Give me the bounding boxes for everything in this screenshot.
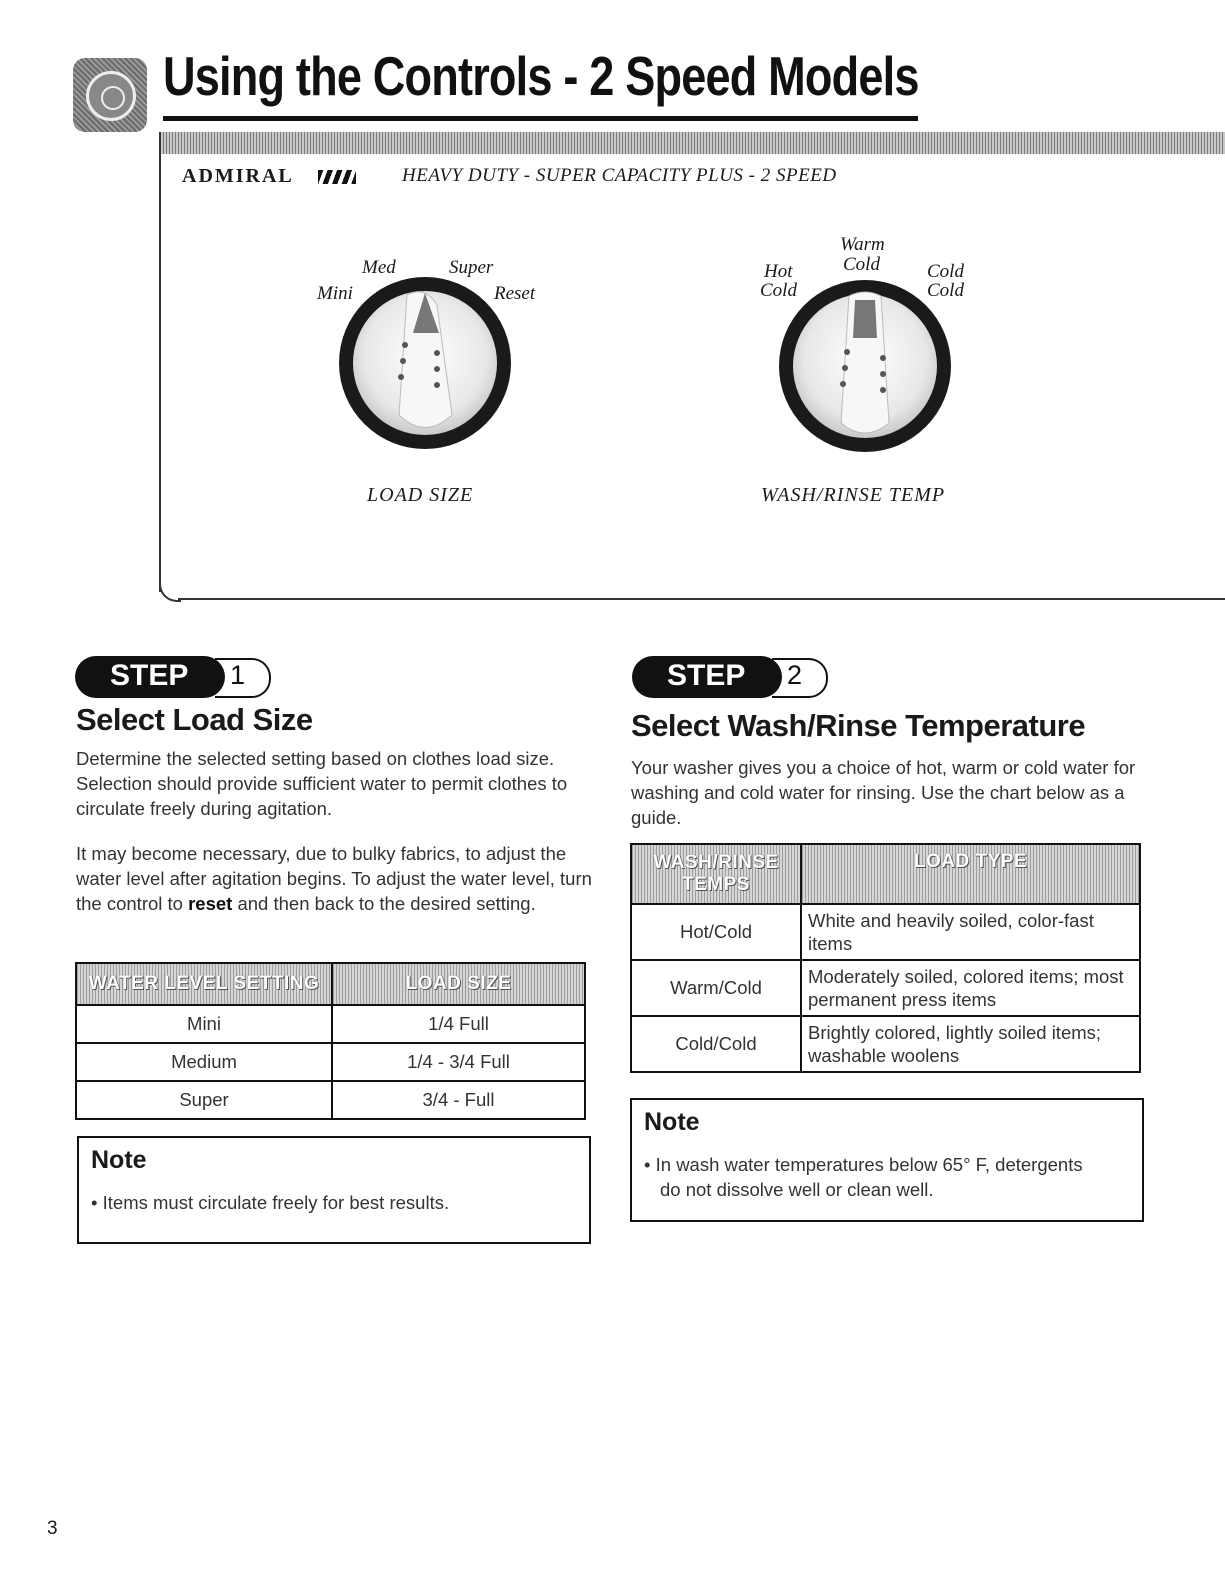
note-title: Note xyxy=(91,1146,147,1174)
note-text: • Items must circulate freely for best results. xyxy=(91,1192,450,1213)
page-title: Using the Controls - 2 Speed Models xyxy=(163,45,919,107)
dial-label-reset: Reset xyxy=(494,283,536,304)
table-cell: Medium xyxy=(76,1043,332,1081)
load-size-dial[interactable] xyxy=(337,275,513,451)
table-cell: Mini xyxy=(76,1005,332,1043)
panel-frame-bottom xyxy=(178,598,1225,600)
step-2-note xyxy=(630,1098,1144,1222)
panel-top-band xyxy=(160,132,1225,154)
dial-label-hot-cold: Cold xyxy=(760,280,797,301)
table-cell: 1/4 Full xyxy=(332,1005,585,1043)
table-cell: Super xyxy=(76,1081,332,1119)
table-cell: Moderately soiled, colored items; most permanent press items xyxy=(801,960,1140,1016)
model-name: HEAVY DUTY - SUPER CAPACITY PLUS - 2 SPEED xyxy=(402,165,837,186)
dial-label-med: Med xyxy=(362,257,396,278)
table-header: LOAD TYPE xyxy=(801,844,1140,904)
table-cell: 1/4 - 3/4 Full xyxy=(332,1043,585,1081)
reset-keyword: reset xyxy=(188,893,233,914)
controls-section-icon xyxy=(73,58,147,132)
wash-rinse-temp-dial[interactable] xyxy=(777,278,953,454)
table-row xyxy=(76,1005,585,1043)
brand-logo-mark xyxy=(318,170,356,184)
table-row xyxy=(631,960,1140,1016)
table-row xyxy=(631,1016,1140,1072)
table-row xyxy=(76,1043,585,1081)
table-row xyxy=(76,1081,585,1119)
brand-logo-text: ADMIRAL xyxy=(182,165,294,187)
table-cell: Hot/Cold xyxy=(631,904,801,960)
table-row xyxy=(631,904,1140,960)
table-header: WATER LEVEL SETTING xyxy=(76,963,332,1005)
table-cell: Brightly colored, lightly soiled items; washable woolens xyxy=(801,1016,1140,1072)
title-underline xyxy=(163,116,918,121)
table-cell: Cold/Cold xyxy=(631,1016,801,1072)
table-header: WASH/RINSE TEMPS xyxy=(631,844,801,904)
table-cell: Warm/Cold xyxy=(631,960,801,1016)
table-header: LOAD SIZE xyxy=(332,963,585,1005)
dial-label-mini: Mini xyxy=(317,283,353,304)
table-cell: White and heavily soiled, color-fast items xyxy=(801,904,1140,960)
dial-label-warm-cold: Cold xyxy=(843,254,880,275)
wash-rinse-table xyxy=(630,843,1141,1073)
step-1-reset-instructions: It may become necessary, due to bulky fabrics, to adjust the water level after agitation begins. To adjust the water level, turn the control to reset and then back to the desired setting. xyxy=(76,843,592,914)
dial-label-super: Super xyxy=(449,257,494,278)
page-number: 3 xyxy=(47,1518,58,1539)
load-size-caption: LOAD SIZE xyxy=(367,484,474,506)
table-cell: 3/4 - Full xyxy=(332,1081,585,1119)
step-2-title: Select Wash/Rinse Temperature xyxy=(631,708,1086,743)
step-1-badge: STEP 1 xyxy=(75,656,275,698)
step-2-intro: Your washer gives you a choice of hot, warm or cold water for washing and cold water for rinsing. Use the chart below as a guide. xyxy=(631,757,1136,828)
step-1-note xyxy=(77,1136,591,1244)
wash-rinse-temp-caption: WASH/RINSE TEMP xyxy=(761,484,946,506)
note-text: • In wash water temperatures below 65° F, detergents do not dissolve well or clean well. xyxy=(644,1154,1083,1200)
step-1-intro: Determine the selected setting based on clothes load size. Selection should provide sufficient water to permit clothes to circulate freely during agitation. xyxy=(76,748,568,819)
dial-label-cold: Cold xyxy=(927,261,964,282)
dial-label-warm: Warm xyxy=(840,234,885,255)
dial-label-cold-cold: Cold xyxy=(927,280,964,301)
panel-frame-left xyxy=(159,132,161,592)
dial-label-hot: Hot xyxy=(764,261,793,282)
step-2-badge: STEP 2 xyxy=(632,656,832,698)
step-1-title: Select Load Size xyxy=(76,702,313,737)
water-level-table xyxy=(75,962,586,1120)
note-title: Note xyxy=(644,1108,700,1136)
